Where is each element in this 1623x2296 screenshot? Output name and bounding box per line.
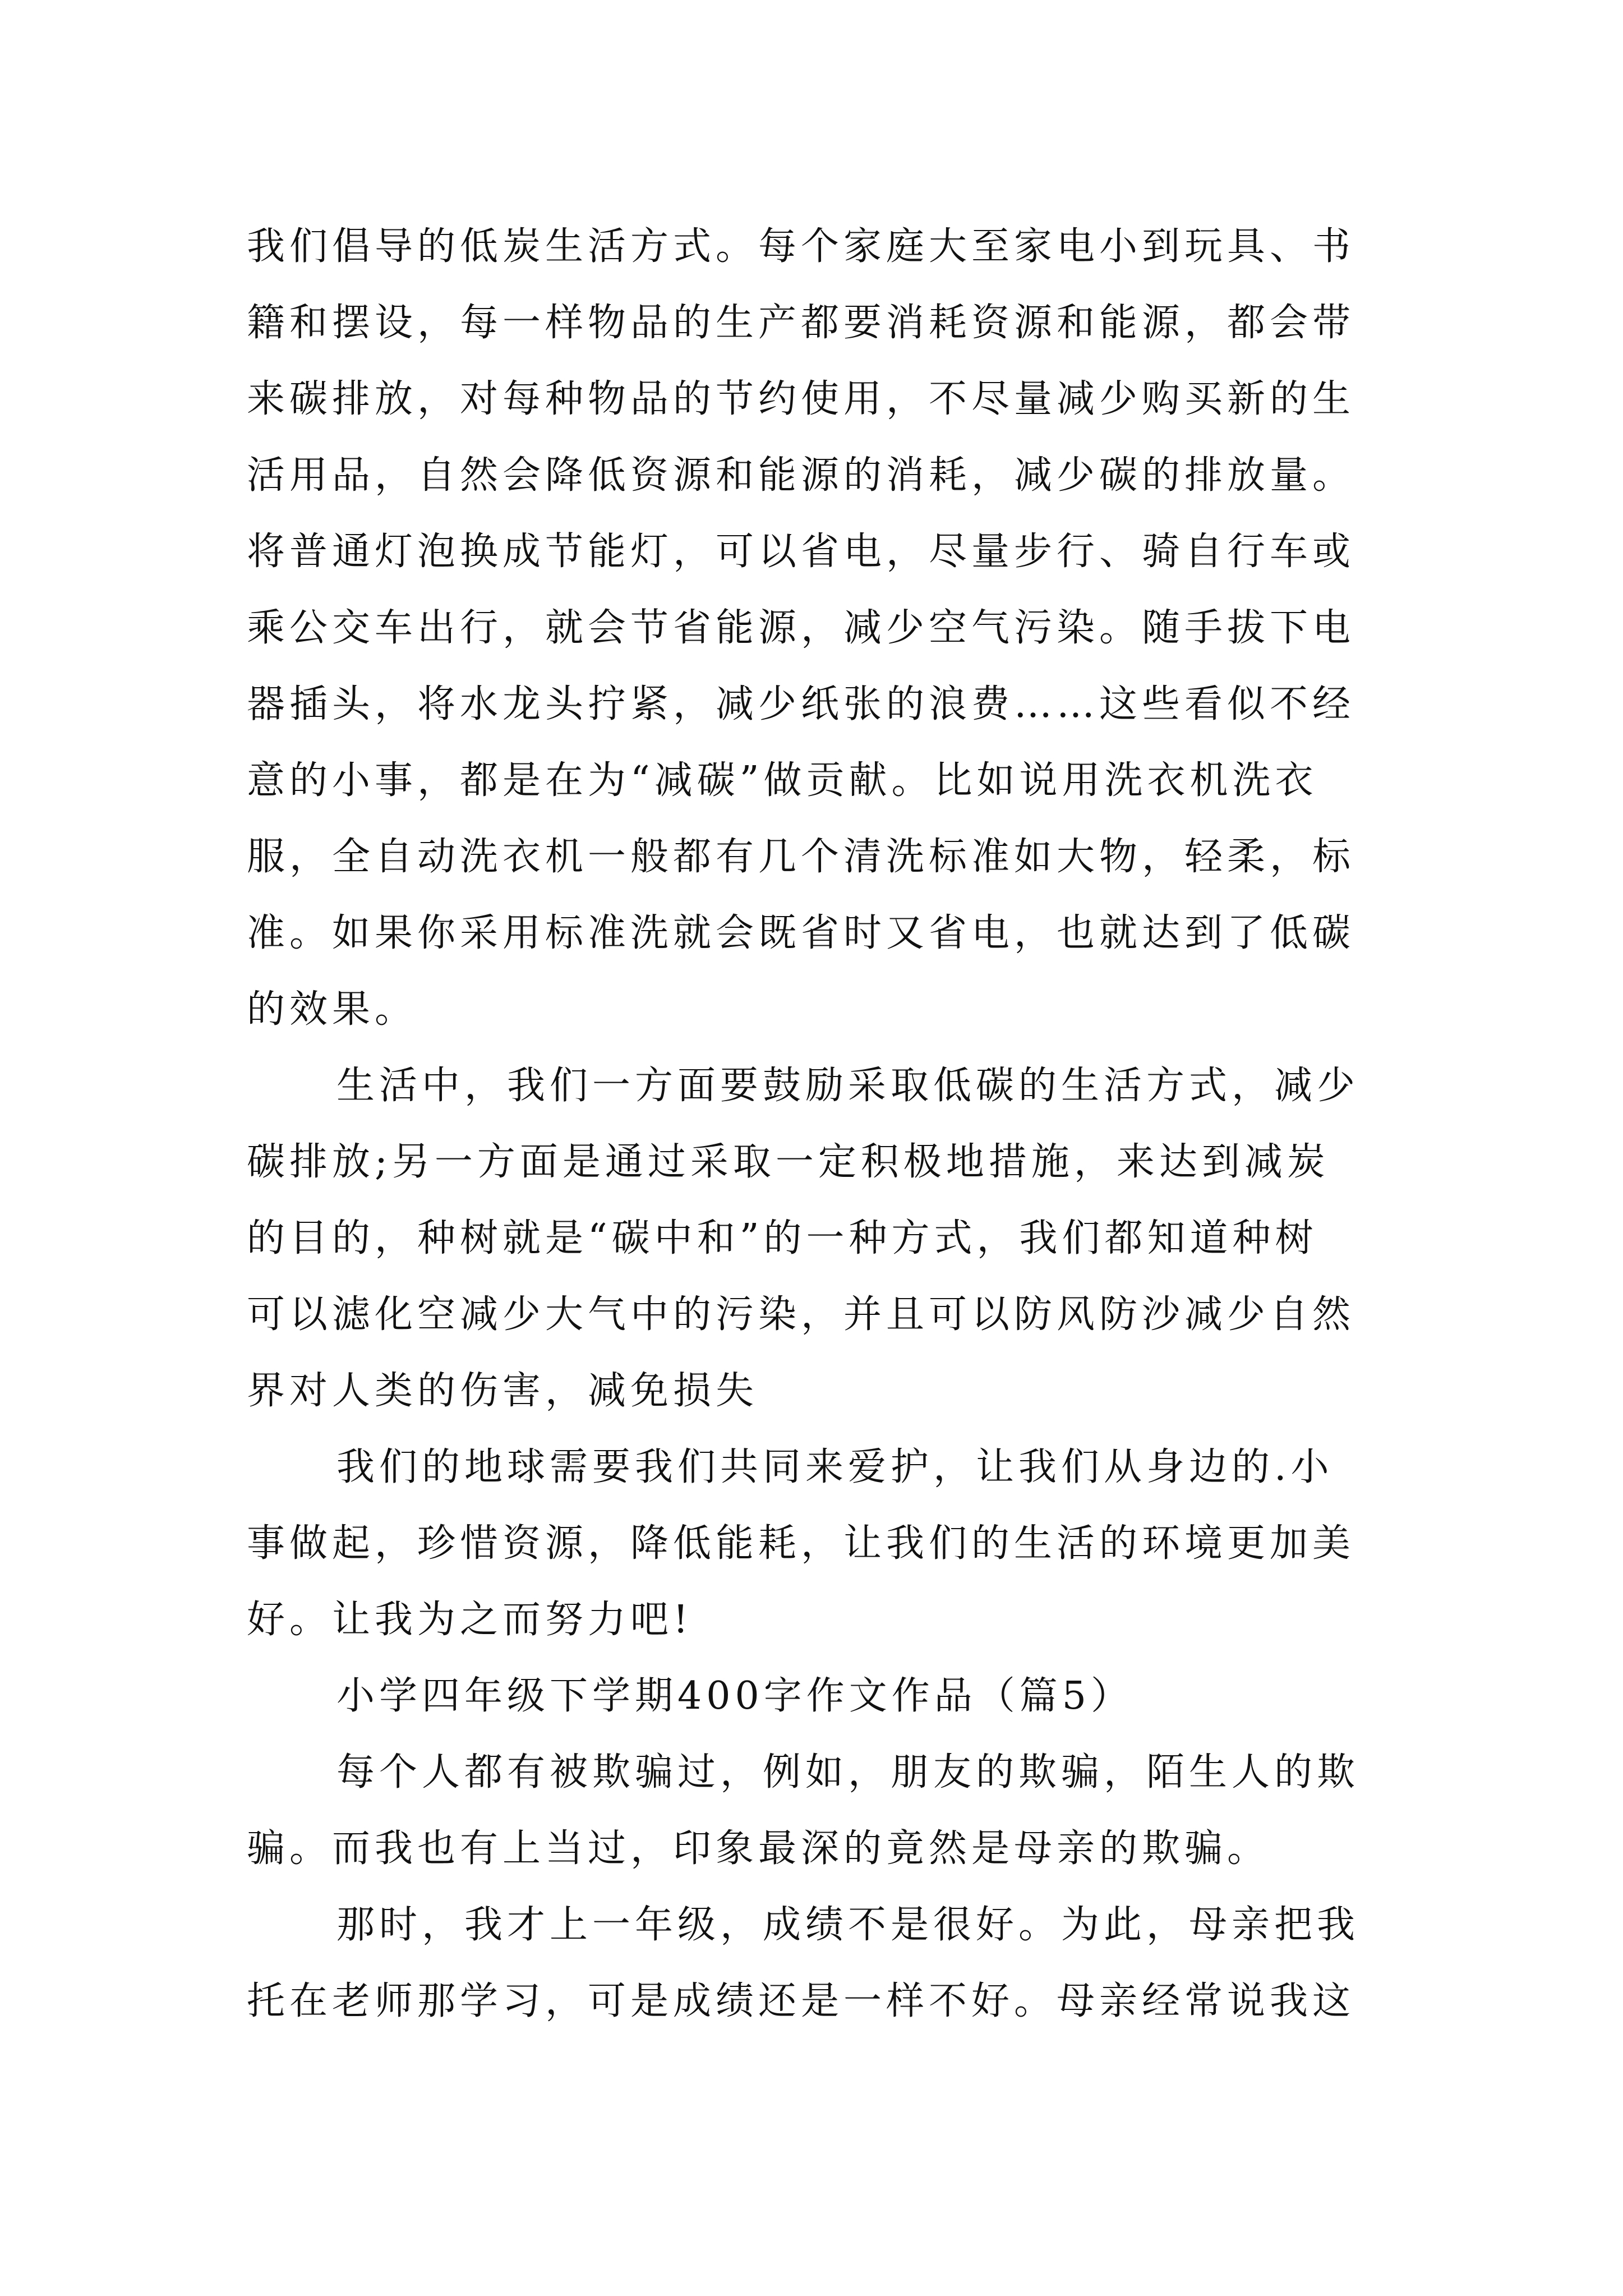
text-line: 我们倡导的低炭生活方式。每个家庭大至家电小到玩具、书 <box>247 224 1355 269</box>
text-line: 乘公交车出行，就会节省能源，减少空气污染。随手拔下电 <box>247 606 1355 650</box>
text-line: 器插头，将水龙头拧紧，减少纸张的浪费……这些看似不经 <box>247 682 1355 726</box>
text-line: 生活中，我们一方面要鼓励采取低碳的生活方式，减少 <box>336 1064 1360 1108</box>
text-line: 可以滤化空减少大气中的污染，并且可以防风防沙减少自然 <box>247 1292 1355 1337</box>
text-line: 骗。而我也有上当过，印象最深的竟然是母亲的欺骗。 <box>247 1826 1270 1871</box>
text-line: 事做起，珍惜资源，降低能耗，让我们的生活的环境更加美 <box>247 1521 1355 1566</box>
text-line: 碳排放;另一方面是通过采取一定积极地措施，来达到减炭 <box>247 1140 1330 1184</box>
body-text <box>247 209 1391 2040</box>
text-line: 将普通灯泡换成节能灯，可以省电，尽量步行、骑自行车或 <box>247 530 1355 574</box>
text-line: 的目的，种树就是“碳中和”的一种方式，我们都知道种树 <box>247 1216 1318 1260</box>
text-line: 小学四年级下学期400字作文作品（篇5） <box>336 1674 1134 1718</box>
text-line: 服，全自动洗衣机一般都有几个清洗标准如大物，轻柔，标 <box>247 835 1355 879</box>
text-line: 准。如果你采用标准洗就会既省时又省电，也就达到了低碳 <box>247 911 1355 955</box>
text-line: 来碳排放，对每种物品的节约使用，不尽量减少购买新的生 <box>247 377 1355 421</box>
text-line: 我们的地球需要我们共同来爱护，让我们从身边的.小 <box>336 1445 1334 1489</box>
text-line: 每个人都有被欺骗过，例如，朋友的欺骗，陌生人的欺 <box>336 1750 1360 1795</box>
text-line: 籍和摆设，每一样物品的生产都要消耗资源和能源，都会带 <box>247 301 1355 345</box>
text-line: 那时，我才上一年级，成绩不是很好。为此，母亲把我 <box>336 1903 1360 1947</box>
text-line: 托在老师那学习，可是成绩还是一样不好。母亲经常说我这 <box>247 1979 1355 2023</box>
text-line: 的效果。 <box>247 987 418 1032</box>
text-line: 意的小事，都是在为“减碳”做贡献。比如说用洗衣机洗衣 <box>247 758 1318 803</box>
text-line: 好。让我为之而努力吧! <box>247 1598 693 1642</box>
text-line: 界对人类的伤害，减免损失 <box>247 1369 759 1413</box>
text-line: 活用品，自然会降低资源和能源的消耗，减少碳的排放量。 <box>247 453 1355 498</box>
